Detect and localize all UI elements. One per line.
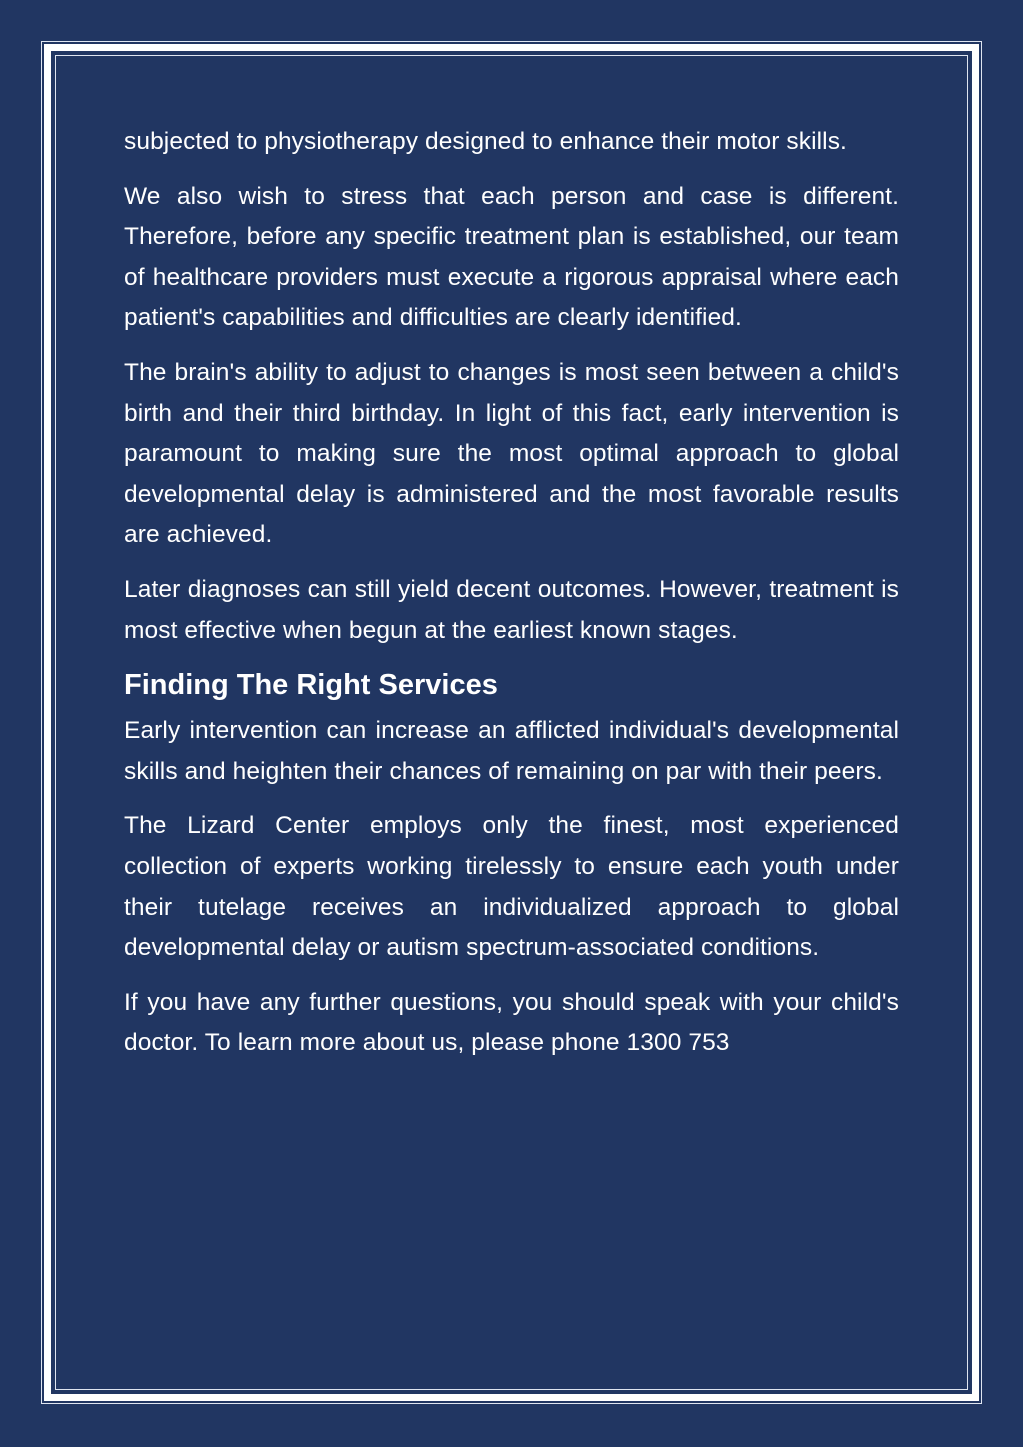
- document-body: [124, 122, 899, 1078]
- paragraph: We also wish to stress that each person and case is different. Therefore, before any specific treatment plan is established, our team of healthcare providers must execute a rigorous appraisal where each patient's capabilities and difficulties are clearly identified.: [124, 182, 899, 332]
- paragraph: Early intervention can increase an afflicted individual's developmental skills and heighten their chances of remaining on par with their peers.: [124, 717, 899, 785]
- paragraph: If you have any further questions, you should speak with your child's doctor. To learn more about us, please phone 1300 753: [124, 988, 899, 1057]
- paragraph: The Lizard Center employs only the finest, most experienced collection of experts working tirelessly to ensure each youth under their tutelage receives an individualized approach to global developmental delay or autism spectrum-associated conditions.: [124, 812, 899, 962]
- section-heading: Finding The Right Services: [124, 669, 498, 702]
- paragraph: subjected to physiotherapy designed to enhance their motor skills.: [124, 128, 847, 155]
- paragraph: The brain's ability to adjust to changes is most seen between a child's birth and their third birthday. In light of this fact, early intervention is paramount to making sure the most optimal approach to global developmental delay is administered and the most favorable results are achieved.: [124, 358, 899, 549]
- paragraph: Later diagnoses can still yield decent outcomes. However, treatment is most effective when begun at the earliest known stages.: [124, 575, 899, 644]
